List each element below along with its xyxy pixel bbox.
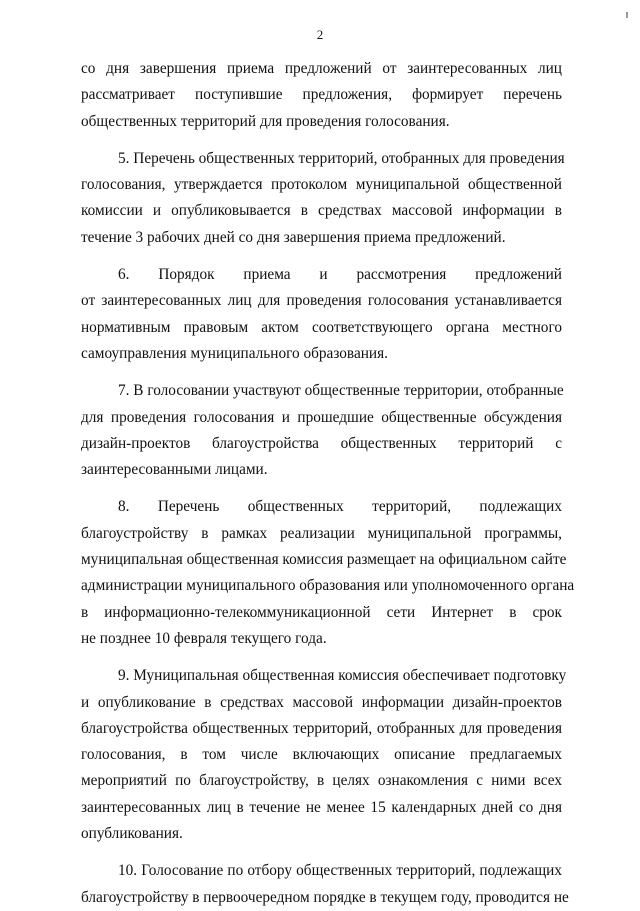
text-line: 8. Перечень общественных территорий, подлежащих bbox=[118, 498, 562, 516]
scan-mark bbox=[626, 12, 628, 18]
text-line: благоустройства общественных территорий, отобранных для проведения bbox=[81, 719, 562, 737]
text-line: самоуправления муниципального образования. bbox=[81, 344, 388, 362]
text-line: и опубликование в средствах массовой информации дизайн-проектов bbox=[81, 693, 562, 711]
text-line: нормативным правовым актом соответствующего органа местного bbox=[81, 318, 562, 336]
text-line: не позднее 10 февраля текущего года. bbox=[81, 629, 327, 647]
text-line: заинтересованными лицами. bbox=[81, 461, 268, 479]
text-line: для проведения голосования и прошедшие общественные обсуждения bbox=[81, 408, 562, 426]
text-line: комиссии и опубликовывается в средствах массовой информации в bbox=[81, 202, 562, 220]
text-line: голосования, в том числе включающих описание предлагаемых bbox=[81, 746, 562, 764]
text-line: 10. Голосование по отбору общественных территорий, подлежащих bbox=[118, 862, 562, 880]
text-line: в информационно-телекоммуникационной сети Интернет в срок bbox=[81, 603, 562, 621]
text-line: мероприятий по благоустройству, в целях ознакомления с ними всех bbox=[81, 772, 562, 790]
text-line: благоустройству в первоочередном порядке в текущем году, проводится не bbox=[81, 888, 569, 906]
text-line: муниципальная общественная комиссия размещает на официальном сайте bbox=[81, 551, 567, 569]
paragraph bbox=[81, 663, 567, 847]
text-line: голосования, утверждается протоколом муниципальной общественной bbox=[81, 176, 562, 194]
document-body bbox=[81, 56, 575, 911]
paragraph bbox=[81, 494, 575, 652]
text-line: рассматривает поступившие предложения, формирует перечень bbox=[81, 86, 562, 104]
text-line: 5. Перечень общественных территорий, отобранных для проведения bbox=[118, 149, 565, 167]
text-line: общественных территорий для проведения голосования. bbox=[81, 112, 450, 130]
text-line: от заинтересованных лиц для проведения голосования устанавливается bbox=[81, 292, 562, 310]
text-line: 6. Порядок приема и рассмотрения предложений bbox=[118, 266, 562, 284]
text-line: благоустройству в рамках реализации муниципальной программы, bbox=[81, 524, 562, 542]
paragraph bbox=[81, 146, 565, 251]
text-line: течение 3 рабочих дней со дня завершения приема предложений. bbox=[81, 228, 506, 246]
paragraph bbox=[81, 858, 569, 911]
text-line: со дня завершения приема предложений от заинтересованных лиц bbox=[81, 60, 562, 77]
text-line: дизайн-проектов благоустройства общественных территорий с bbox=[81, 434, 562, 452]
paragraph bbox=[81, 56, 562, 135]
text-line: опубликования. bbox=[81, 825, 183, 843]
text-line: администрации муниципального образования или уполномоченного органа bbox=[81, 577, 575, 595]
paragraph bbox=[81, 262, 562, 367]
text-line: заинтересованных лиц в течение не менее 15 календарных дней со дня bbox=[81, 798, 562, 816]
paragraph bbox=[81, 378, 562, 483]
text-line: 9. Муниципальная общественная комиссия обеспечивает подготовку bbox=[118, 667, 567, 685]
text-line: 7. В голосовании участвуют общественные территории, отобранные bbox=[118, 382, 564, 400]
page-number: 2 bbox=[316, 27, 324, 42]
